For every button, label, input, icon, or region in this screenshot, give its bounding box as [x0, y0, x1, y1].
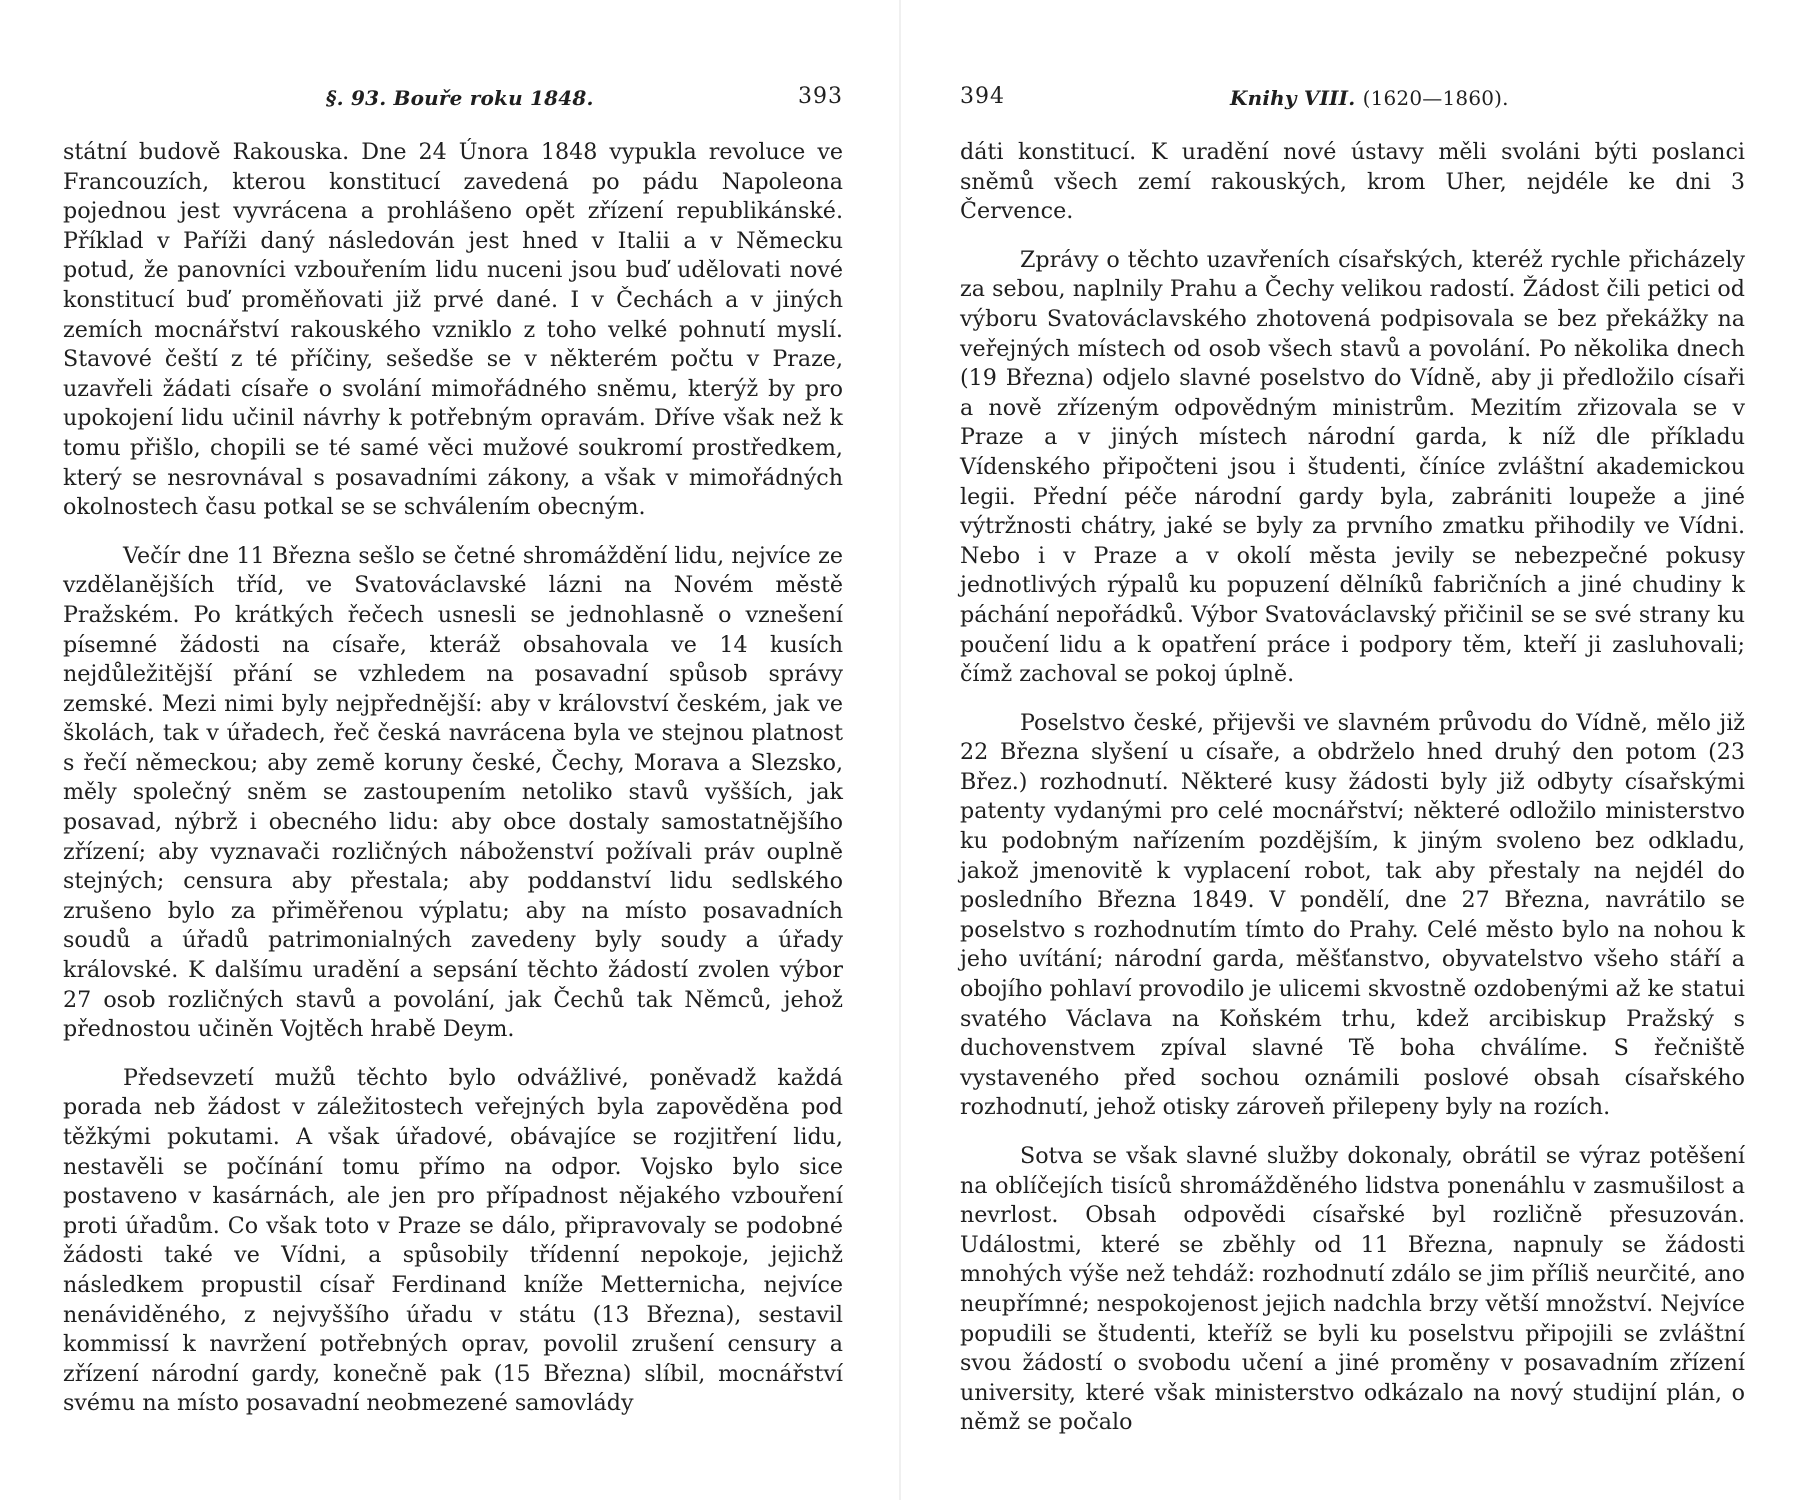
- right-running-title-years: (1620—1860).: [1362, 86, 1509, 110]
- right-paragraph-1: dáti konstitucí. K uradění nové ústavy měli svoláni býti poslanci sněmů všech zemí rakouských, krom Uher, nejdéle ke dni 3 Července.: [960, 139, 1745, 225]
- left-paragraph-1: státní budově Rakouska. Dne 24 Února 1848 vypukla revoluce ve Francouzích, kterou konstitucí zavedená po pádu Napoleona pojednou jest vyvrácena a prohlášeno opět zřízení republikánské. Příklad v Paříži daný následován jest hned v Italii a v Německu potud, že panovníci vzbouřením lidu nuceni jsou buď udělovati nové konstitucí buď proměňovati již prvé dané. I v Čechách a v jiných zemích mocnářství rakouského vzniklo z toho velké pohnutí myslí. Stavové čeští z té příčiny, sešedše se v některém počtu v Praze, uzavřeli žádati císaře o svolání mimořádného sněmu, kterýž by pro upokojení lidu učinil návrhy k potřebným opravám. Dříve však než k tomu přišlo, chopili se té samé věci mužové soukromí prostředkem, který se nesrovnával s posavadními zákony, a však v mimořádných okolnostech času potkal se se schválením obecným.: [63, 139, 843, 521]
- right-page-number: 394: [960, 84, 1005, 109]
- right-paragraph-2: Zprávy o těchto uzavřeních císařských, kteréž rychle přicházely za sebou, naplnily Prahu a Čechy velikou radostí. Žádost čili petici od výboru Svatováclavského zhotovená podpisovala se bez překážky na veřejných místech od osob všech stavů a povolání. Po několika dnech (19 Března) odjelo slavné poselstvo do Vídně, aby ji předložilo císaři a nově zřízeným odpovědným ministrům. Mezitím zřizovala se v Praze a v jiných místech národní garda, k níž dle příkladu Vídenského připočteni jsou i študenti, číníce zvláštní akademickou legii. Přední péče národní gardy byla, zabrániti loupeže a jiné výtržnosti chátry, jaké se byly za prvního zmatku přihodily ve Vídni. Nebo i v Praze a v okolí města jevily se nebezpečné pokusy jednotlivých rýpalů ku popuzení dělníků fabričních a jiné chudiny k páchání nepořádků. Výbor Svatováclavský přičinil se se své strany ku poučení lidu a k opatření práce i podpory těm, kteří ji zasluhovali; čímž zachoval se pokoj úplně.: [960, 246, 1745, 688]
- left-paragraph-2: Večír dne 11 Března sešlo se četné shromáždění lidu, nejvíce ze vzdělanějších tříd, ve Svatováclavské lázni na Novém městě Pražském. Po krátkých řečech usnesli se jednohlasně o vznešení písemné žádosti na císaře, kteráž obsahovala ve 14 kusích nejdůležitější přání se vzhledem na posavadní spůsob správy zemské. Mezi nimi byly nejpřednější: aby v království českém, jak ve školách, tak v úřadech, řeč česká navrácena byla ve stejnou platnost s řečí německou; aby země koruny české, Čechy, Morava a Slezsko, měly společný sněm se zastoupením netoliko stavů vyšších, jak posavad, nýbrž i obecného lidu: aby obce dostaly samostatnějšího zřízení; aby vyznavači rozličných náboženství požívali práv ouplně stejných; censura aby přestala; aby poddanství lidu sedlského zrušeno bylo za přiměřenou výplatu; aby na místo posavadních soudů a úřadů patrimonialných zavedeny byly soudy a úřady královské. K dalšímu uradění a sepsání těchto žádostí zvolen výbor 27 osob rozličných stavů a povolání, jak Čechů tak Němců, jehož přednostou učiněn Vojtěch hrabě Deym.: [63, 542, 843, 1043]
- left-page-header: [63, 86, 843, 116]
- right-running-title-book: Knihy VIII.: [1230, 86, 1356, 110]
- right-page-header: [960, 86, 1740, 116]
- left-page-body: [63, 138, 843, 1419]
- left-page-number: 393: [798, 84, 843, 109]
- right-page: [900, 0, 1800, 1500]
- left-paragraph-3: Předsevzetí mužů těchto bylo odvážlivé, poněvadž každá porada neb žádost v záležitostech veřejných byla zapověděna pod těžkými pokutami. A však úřadové, obávajíce se rozjitření lidu, nestavěli se počínání tomu přímo na odpor. Vojsko bylo sice postaveno v kasárnách, ale jen pro případnost nějakého vzbouření proti úřadům. Co však toto v Praze se dálo, připravovaly se podobné žádosti také ve Vídni, a spůsobily třídenní nepokoje, jejichž následkem propustil císař Ferdinand kníže Metternicha, nejvíce nenáviděného, z nejvyššího úřadu v státu (13 Března), sestavil kommissí k navržení potřebných oprav, povolil zrušení censury a zřízení národní gardy, konečně pak (15 Března) slíbil, mocnářství svému na místo posavadní neobmezené samovlády: [63, 1064, 843, 1417]
- right-paragraph-4: Sotva se však slavné služby dokonaly, obrátil se výraz potěšení na oblíčejích tisíců shromážděného lidstva ponenáhlu v zasmušilost a nevrlost. Obsah odpovědi císařské byl rozličně přesuzován. Událostmi, které se zběhly od 11 Března, napnuly se žádosti mnohých výše než tehdáž: rozhodnutí zdálo se jim příliš neurčité, ano neupřímné; nespokojenost jejich nadchla brzy větší množství. Nejvíce popudili se študenti, kteříž se byli ku poselstvu připojili se zvláštní svou žádostí o svobodu učení a jiné proměny v posavadním zřízení university, které však ministerstvo odkázalo na nový studijní plán, o němž se počalo: [960, 1143, 1745, 1436]
- left-running-title: §. 93. Bouře roku 1848.: [326, 86, 594, 110]
- right-running-title: [1230, 86, 1509, 110]
- right-page-body: [960, 138, 1745, 1438]
- right-paragraph-3: Poselstvo české, přijevši ve slavném průvodu do Vídně, mělo již 22 Března slyšení u císaře, a obdrželo hned druhý den potom (23 Břez.) rozhodnutí. Některé kusy žádosti byly již odbyty císařskými patenty vydanými pro celé mocnářství; některé odložilo ministerstvo ku podobným nařízením pozdějším, k jiným svoleno bez odkladu, jakož jmenovitě k vyplacení robot, tak aby přestaly na nejdél do posledního Března 1849. V pondělí, dne 27 Března, navrátilo se poselstvo s rozhodnutím tímto do Prahy. Celé město bylo na nohou k jeho uvítání; národní garda, měšťanstvo, obyvatelstvo všeho stáří a obojího pohlaví provodilo je ulicemi skvostně ozdobenými až ke statui svatého Václava na Koňském trhu, kdež arcibiskup Pražský s duchovenstvem zpíval slavné Tě boha chválíme. S řečniště vystaveného před sochou oznámili poslové obsah císařského rozhodnutí, jehož otisky zároveň přilepeny byly na rozích.: [960, 709, 1745, 1121]
